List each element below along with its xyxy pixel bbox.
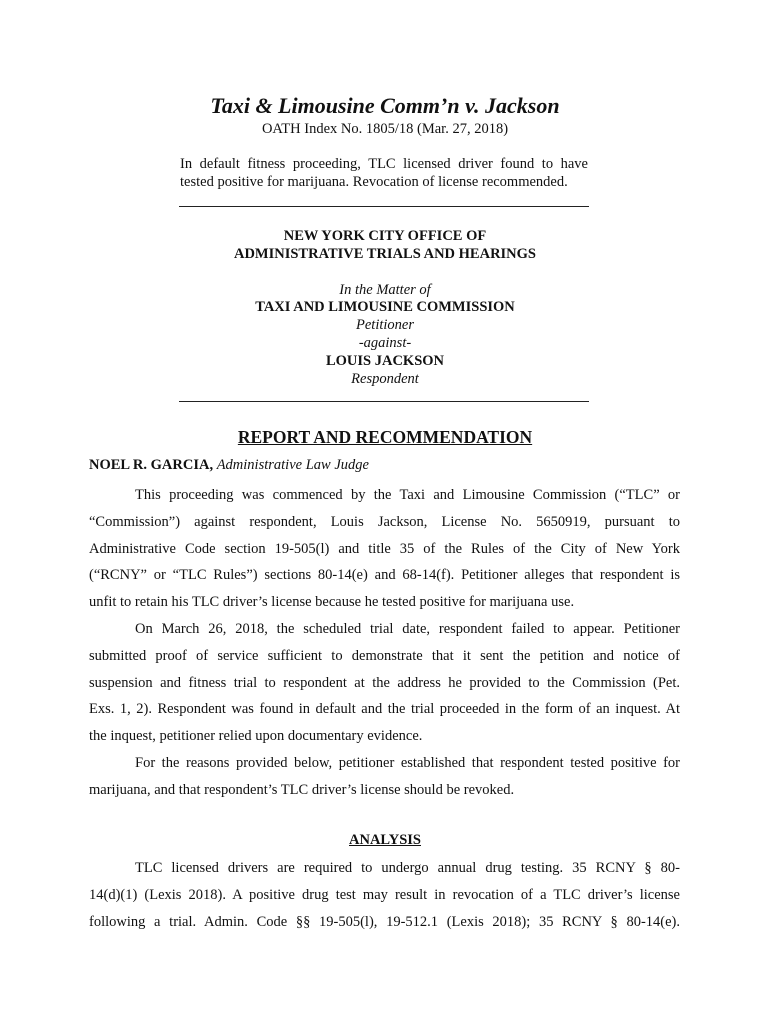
judge-line (89, 457, 369, 474)
in-the-matter: In the Matter of (339, 282, 431, 298)
case-title: Taxi & Limousine Comm’n v. Jackson (210, 93, 560, 118)
judge-name: NOEL R. GARCIA, (89, 457, 214, 473)
analysis-paragraph (89, 859, 680, 939)
paragraph-line: unfit to retain his TLC driver’s license because he tested positive for marijuana use. (89, 594, 575, 611)
paragraph-line: Exs. 1, 2). Respondent was found in default and the trial proceeded in the form of an inquest. At (89, 701, 680, 718)
paragraph-line: following a trial. Admin. Code §§ 19-505(l), 19-512.1 (Lexis 2018); 35 RCNY § 80-14(e). (89, 913, 680, 930)
paragraph-line: marijuana, and that respondent’s TLC driver’s license should be revoked. (89, 781, 515, 798)
divider-bottom (179, 401, 589, 402)
paragraph-line: submitted proof of service sufficient to demonstrate that it sent the petition and notice of (89, 647, 680, 664)
against-label: -against- (358, 335, 412, 351)
paragraph-line: This proceeding was commenced by the Taxi and Limousine Commission (“TLC” or (135, 487, 680, 503)
paragraph-line: “Commission”) against respondent, Louis Jackson, License No. 5650919, pursuant to (89, 513, 680, 530)
petitioner-role: Petitioner (356, 317, 414, 333)
divider-top (179, 206, 589, 207)
index-line: OATH Index No. 1805/18 (Mar. 27, 2018) (261, 121, 509, 137)
paragraph-line: suspension and fitness trial to respondent at the address he provided to the Commission (Pet. (89, 674, 680, 691)
paragraph-line: On March 26, 2018, the scheduled trial date, respondent failed to appear. Petitioner (135, 621, 680, 637)
paragraph-2 (89, 620, 680, 754)
paragraph-line: TLC licensed drivers are required to undergo annual drug testing. 35 RCNY § 80- (135, 860, 680, 876)
paragraph-line: 14(d)(1) (Lexis 2018). A positive drug test may result in revocation of a TLC driver’s license (89, 886, 680, 903)
paragraph-line: Administrative Code section 19-505(l) and title 35 of the Rules of the City of New York (89, 540, 680, 557)
paragraph-line: the inquest, petitioner relied upon documentary evidence. (89, 728, 423, 745)
petitioner-name: TAXI AND LIMOUSINE COMMISSION (255, 299, 515, 315)
case-summary: In default fitness proceeding, TLC licensed driver found to have tested positive for marijuana. Revocation of license recommended. (180, 156, 588, 190)
paragraph-3 (89, 754, 680, 808)
respondent-name: LOUIS JACKSON (325, 353, 445, 369)
paragraph-line: For the reasons provided below, petitioner established that respondent tested positive for (135, 755, 680, 771)
office-name-line1: NEW YORK CITY OFFICE OF (283, 228, 487, 244)
paragraph-line: (“RCNY” or “TLC Rules”) sections 80-14(e) and 68-14(f). Petitioner alleges that respondent is (89, 567, 680, 584)
report-title: REPORT AND RECOMMENDATION (237, 427, 533, 447)
respondent-role: Respondent (351, 371, 419, 387)
analysis-heading: ANALYSIS (349, 832, 421, 848)
office-name-line2: ADMINISTRATIVE TRIALS AND HEARINGS (233, 246, 536, 262)
judge-title: Administrative Law Judge (216, 457, 369, 473)
paragraph-1 (89, 486, 680, 620)
